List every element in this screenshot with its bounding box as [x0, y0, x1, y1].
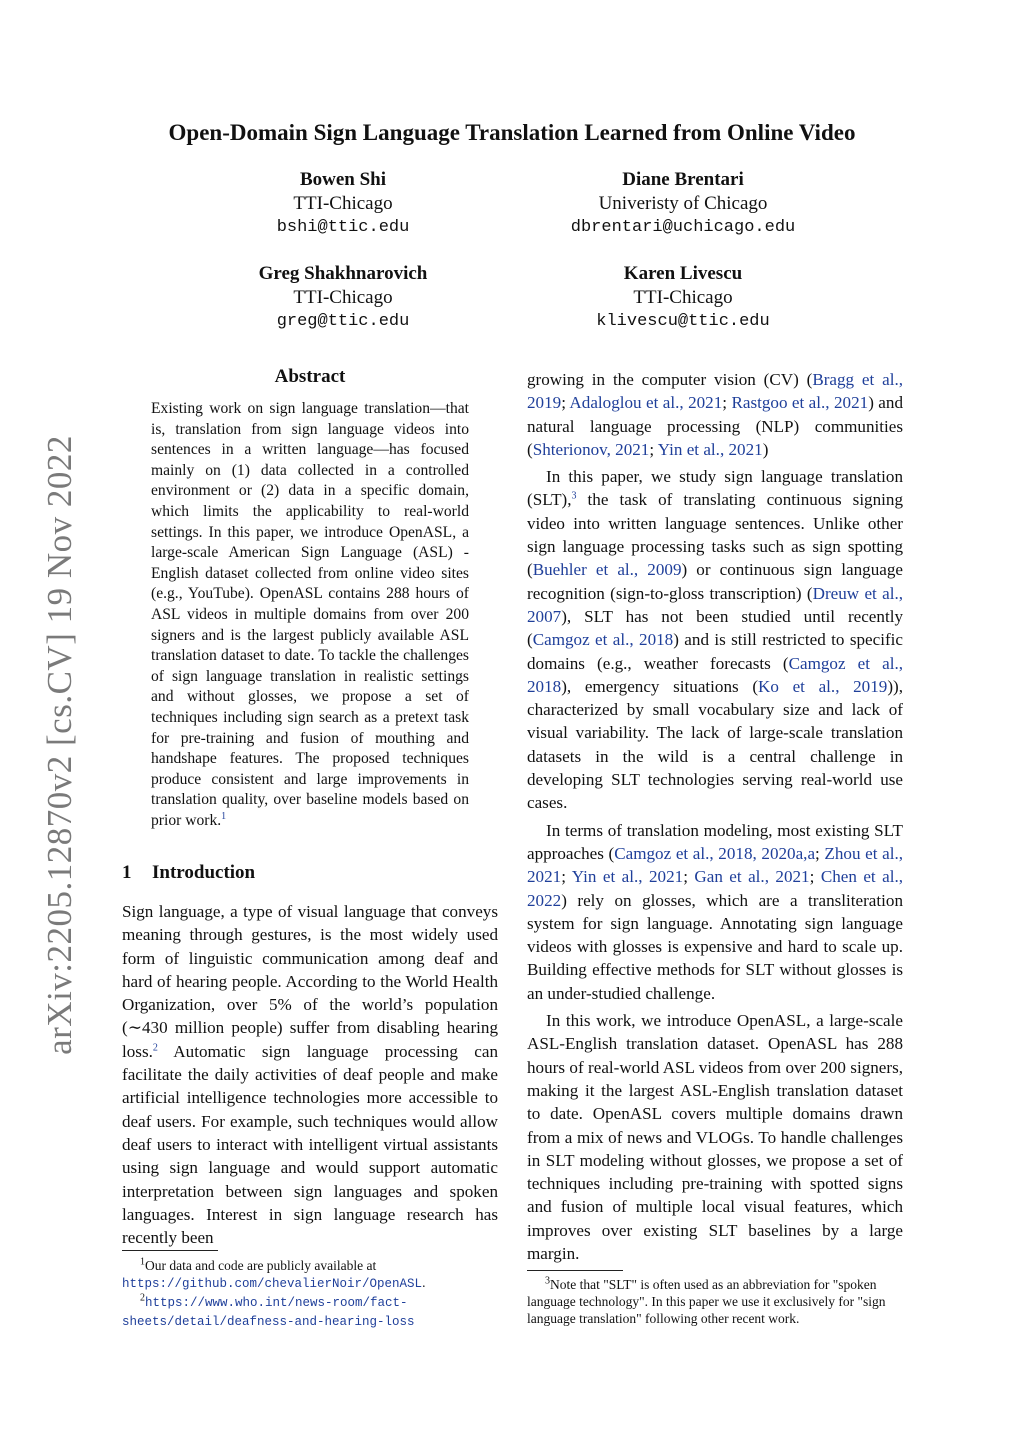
separator: ; — [649, 439, 658, 459]
paragraph-text: ), emergency situations ( — [561, 676, 759, 696]
author-email[interactable]: dbrentari@uchicago.edu — [570, 218, 796, 237]
paragraph-text: ), SLT has not been studied until recently ( — [527, 606, 903, 650]
citation[interactable]: Yin et al., 2021 — [657, 439, 763, 459]
separator: ; — [561, 867, 572, 887]
citation[interactable]: Adaloglou et al., 2021 — [569, 393, 723, 413]
section-heading — [122, 862, 255, 884]
author-email[interactable]: klivescu@ttic.edu — [596, 312, 770, 331]
paper-title: Open-Domain Sign Language Translation Learned from Online Video — [168, 120, 856, 145]
paragraph — [527, 368, 903, 461]
paragraph-text: ) and natural language processing (NLP) communities ( — [527, 393, 903, 459]
citation[interactable]: Buehler et al., 2009 — [532, 560, 682, 580]
citation[interactable]: Gan et al., 2021 — [694, 867, 810, 887]
paragraph-text: ) rely on glosses, which are a transliteration system for sign language. Annotating sign language videos with glosses is expensive and hard to scale up. Building effective methods for SLT without glosses is an under-studied challenge. — [527, 890, 903, 1003]
citation[interactable]: Bragg et al., 2019 — [527, 370, 903, 413]
author-affiliation: TTI-Chicago — [633, 287, 733, 308]
footnote — [122, 1293, 498, 1331]
separator: ; — [815, 843, 825, 863]
footnotes-right — [527, 1276, 903, 1327]
separator: ; — [809, 867, 821, 887]
paragraph-text: ) — [762, 439, 769, 459]
paragraph-text: ) or continuous sign language recognition (sign-to-gloss transcription) ( — [527, 560, 903, 603]
paragraph-text: the task of translating continuous signing video into written language sentences. Unlike other sign language processing tasks such as sign spotting ( — [527, 490, 903, 580]
citation[interactable]: Yin et al., 2021 — [571, 867, 684, 887]
author-affiliation: TTI-Chicago — [293, 193, 393, 214]
footnote-rule — [122, 1250, 218, 1251]
paragraph-text: )), characterized by small vocabulary size and lack of visual variability. The lack of large-scale translation datasets in the wild is a central challenge in developing SLT technologies serving real-world use cases. — [527, 676, 903, 813]
author-name: Bowen Shi — [299, 169, 387, 190]
paragraph-text: ) and is still restricted to specific domains (e.g., weather forecasts ( — [527, 630, 903, 673]
footnote-link[interactable]: https://github.com/chevalierNoir/OpenASL — [122, 1277, 423, 1291]
author-name: Greg Shakhnarovich — [258, 263, 428, 284]
paragraph — [527, 819, 903, 1005]
separator: ; — [683, 867, 695, 887]
footnote-text: . — [422, 1275, 426, 1290]
paragraph — [527, 1009, 903, 1265]
paragraph-text: In terms of translation modeling, most existing SLT approaches ( — [527, 820, 903, 863]
footnote-text: Our data and code are publicly available at — [145, 1258, 377, 1273]
author-block — [173, 262, 513, 334]
paragraph-text: Sign language, a type of visual language that conveys meaning through gestures, is the most widely used form of linguistic communication among deaf and hard of hearing people. According to the World Health Organization, over 5% of the world’s population (∼430 million people) suffer from disabling hearing loss. — [122, 902, 498, 1061]
author-block — [513, 168, 853, 240]
footnote-number: 1 — [140, 1256, 145, 1268]
left-column — [122, 900, 498, 1249]
citation[interactable]: Camgoz et al., 2018, 2020a,a — [614, 843, 816, 863]
abstract-heading: Abstract — [274, 366, 346, 387]
right-column — [527, 368, 903, 1265]
footnote-number: 3 — [545, 1275, 550, 1287]
citation[interactable]: Ko et al., 2019 — [758, 676, 888, 696]
footnote-text: Note that "SLT" is often used as an abbreviation for "spoken language technology". In this paper we use it exclusively for "sign language translation" following other recent work. — [527, 1277, 886, 1326]
citation[interactable]: Camgoz et al., 2018 — [527, 653, 903, 696]
citation[interactable]: Dreuw et al., 2007 — [527, 583, 903, 626]
footnote-mark[interactable]: 1 — [221, 810, 227, 822]
footnote-rule — [527, 1270, 623, 1271]
section-title: Introduction — [152, 862, 256, 883]
arxiv-stamp: arXiv:2205.12870v2 [cs.CV] 19 Nov 2022 — [40, 435, 79, 1055]
paragraph-text: Automatic sign language processing can facilitate the daily activities of deaf people and make artificial intelligence technologies more accessible to deaf users. For example, such techniques would allow deaf users to interact with intelligent virtual assistants using sign language and would support automatic interpretation between sign languages and spoken languages. Interest in sign language research has recently been — [122, 1041, 498, 1248]
separator: ; — [722, 393, 732, 413]
author-block — [173, 168, 513, 240]
footnote — [527, 1276, 903, 1327]
paragraph-text: In this work, we introduce OpenASL, a large-scale ASL-English translation dataset. OpenASL has 288 hours of real-world ASL videos from over 200 signers, making it the largest ASL-English translation dataset to date. OpenASL covers multiple domains drawn from a mix of news and VLOGs. To handle challenges in SLT modeling without glosses, we propose a set of techniques including pre-training with spotted signs and fusion of multiple local visual features, which improves over existing SLT baselines by a large margin. — [527, 1011, 903, 1263]
author-block — [513, 262, 853, 334]
footnote-mark[interactable]: 3 — [571, 490, 577, 502]
citation[interactable]: Zhou et al., 2021 — [527, 843, 903, 887]
paragraph-text: In this paper, we study sign language translation (SLT), — [527, 467, 903, 510]
abstract-body — [151, 399, 469, 831]
paragraph-text: growing in the computer vision (CV) ( — [527, 370, 813, 389]
paragraph — [527, 465, 903, 814]
abstract-text: Existing work on sign language translation—that is, translation from sign language videos into sentences in a written language—has focused mainly on (1) data collected in a controlled environment or (2) data in a specific domain, which limits the applicability to real-world settings. In this paper, we introduce OpenASL, a large-scale American Sign Language (ASL) - English dataset collected from online video sites (e.g., YouTube). OpenASL contains 288 hours of ASL videos in multiple domains from over 200 signers and is the largest publicly available ASL translation dataset to date. To tackle the challenges of sign language translation in realistic settings and without glosses, we propose a set of techniques including sign search as a pretext task for pre-training and fusion of mouthing and handshape features. The proposed techniques produce consistent and large improvements in translation quality, over baseline models based on prior work. — [151, 400, 469, 829]
paragraph — [122, 900, 498, 1249]
citation[interactable]: Rastgoo et al., 2021 — [731, 393, 869, 413]
author-email[interactable]: greg@ttic.edu — [276, 312, 410, 331]
footnote-number: 2 — [140, 1292, 145, 1304]
citation[interactable]: Shterionov, 2021 — [532, 439, 650, 459]
section-number: 1 — [122, 862, 132, 883]
footnote — [122, 1257, 498, 1293]
author-affiliation: Univeristy of Chicago — [598, 193, 768, 214]
author-name: Karen Livescu — [623, 263, 743, 284]
footnotes-left — [122, 1257, 498, 1331]
author-name: Diane Brentari — [622, 169, 744, 190]
separator: ; — [561, 393, 570, 413]
footnote-link[interactable]: https://www.who.int/news-room/fact-sheets/detail/deafness-and-hearing-loss — [122, 1296, 415, 1329]
author-email[interactable]: bshi@ttic.edu — [276, 218, 410, 237]
citation[interactable]: Chen et al., 2022 — [527, 867, 903, 910]
footnote-mark[interactable]: 2 — [152, 1042, 158, 1054]
author-affiliation: TTI-Chicago — [293, 287, 393, 308]
citation[interactable]: Camgoz et al., 2018 — [532, 630, 674, 650]
